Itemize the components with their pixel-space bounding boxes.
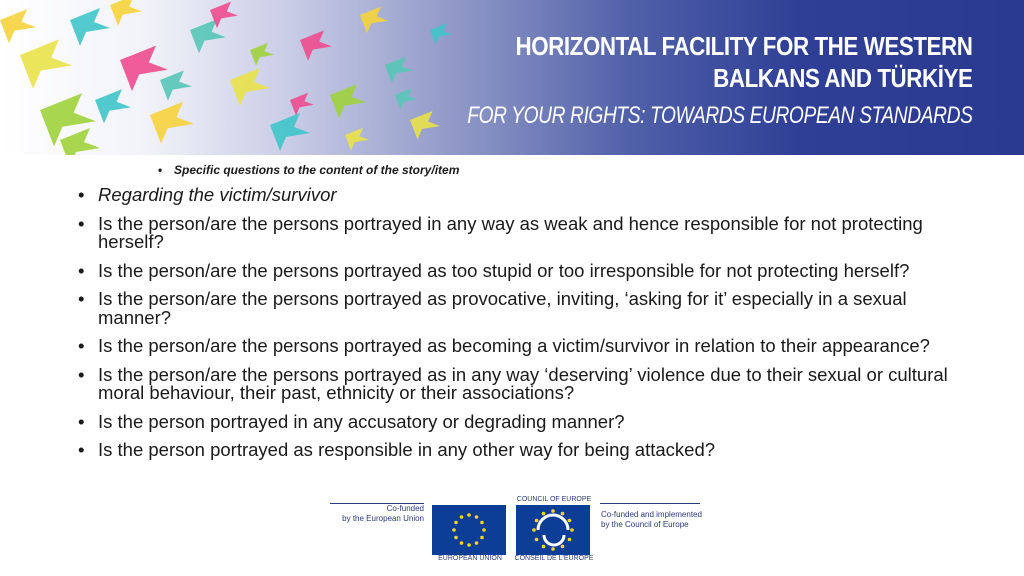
banner-title-line1: HORIZONTAL FACILITY FOR THE WESTERN (515, 31, 972, 61)
eu-cofunded-text (330, 504, 424, 524)
star-icon (561, 512, 565, 516)
star-icon (480, 536, 484, 540)
bird-icon (60, 128, 100, 155)
bird-icon (20, 39, 72, 88)
bird-icon (160, 70, 192, 100)
coe-cofunded-line2: by the Council of Europe (601, 520, 689, 529)
sub-heading-text: Specific questions to the content of the story/item (174, 163, 460, 177)
list-item-text: Regarding the victim/survivor (98, 184, 337, 205)
bullet-dot: • (78, 259, 85, 281)
bird-icon (120, 46, 168, 92)
bullet-dot: • (78, 410, 85, 432)
list-item-text: Is the person/are the persons portrayed in any way as weak and hence responsible for not protecting herself? (98, 212, 923, 252)
star-icon (561, 545, 565, 549)
sub-heading (158, 163, 459, 177)
bullet-dot: • (158, 163, 163, 177)
bird-icon (270, 113, 310, 151)
star-icon (551, 509, 555, 513)
star-icon (535, 538, 539, 542)
list-item (78, 290, 958, 327)
star-icon (551, 547, 555, 551)
bird-icon (150, 102, 194, 144)
banner-title-block (341, 30, 972, 134)
bird-icon (300, 30, 332, 60)
header-banner (0, 0, 1024, 155)
bullet-dot: • (78, 184, 85, 205)
list-item (78, 441, 958, 460)
star-icon (568, 538, 572, 542)
footer-logos (0, 496, 1024, 576)
list-item (78, 363, 958, 403)
star-icon (568, 519, 572, 523)
bullet-dot: • (78, 288, 85, 309)
bullet-dot: • (78, 363, 85, 385)
list-item-text: Is the person/are the persons portrayed as provocative, inviting, ‘asking for it’ especially in a sexual manner? (98, 288, 907, 328)
bird-icon (70, 8, 110, 46)
star-icon (570, 528, 574, 532)
star-icon (467, 513, 471, 517)
divider (600, 503, 700, 504)
coe-cofunded-text (601, 510, 721, 530)
list-item (78, 259, 958, 281)
star-icon (452, 528, 456, 532)
eu-cofunded-line2: by the European Union (342, 514, 424, 523)
star-icon (535, 519, 539, 523)
list-item (78, 410, 958, 432)
bird-icon (230, 68, 270, 106)
star-icon (454, 536, 458, 540)
star-icon (475, 515, 479, 519)
list-item-text: Is the person/are the persons portrayed as in any way ‘deserving’ violence due to their sexual or cultural moral behaviour, their past, ethnicity or their associations? (98, 363, 948, 403)
list-item (78, 186, 958, 205)
star-icon (475, 541, 479, 545)
bullet-dot: • (78, 212, 85, 234)
bullet-dot: • (78, 439, 85, 460)
bird-icon (0, 9, 36, 43)
bird-icon (250, 43, 274, 66)
eu-flag-icon (432, 505, 506, 555)
coe-top-label: COUNCIL OF EUROPE (516, 496, 592, 503)
star-icon (460, 541, 464, 545)
list-item (78, 337, 958, 356)
bird-icon (290, 93, 314, 116)
council-of-europe-logo-icon (516, 505, 590, 555)
coe-cofunded-line1: Co-funded and implemented (601, 510, 702, 519)
list-item-text: Is the person/are the persons portrayed as too stupid or too irresponsible for not protecting herself? (98, 259, 910, 281)
question-list (78, 186, 958, 470)
bird-icon (190, 19, 226, 53)
star-icon (482, 528, 486, 532)
star-icon (532, 528, 536, 532)
list-item-text: Is the person portrayed in any accusatory or degrading manner? (98, 410, 625, 432)
star-icon (542, 545, 546, 549)
list-item-text: Is the person portrayed as responsible in any other way for being attacked? (98, 439, 716, 460)
banner-title-line2: BALKANS AND TÜRKİYE (712, 63, 972, 93)
bullet-dot: • (78, 335, 85, 356)
eu-cofunded-line1: Co-funded (386, 504, 424, 513)
eu-label: EUROPEAN UNION (438, 555, 502, 562)
list-item (78, 212, 958, 252)
bird-icon (95, 89, 131, 123)
star-icon (480, 521, 484, 525)
star-icon (467, 543, 471, 547)
star-icon (460, 515, 464, 519)
bird-icon (110, 0, 142, 26)
coe-label: CONSEIL DE L'EUROPE (514, 555, 594, 562)
star-icon (542, 512, 546, 516)
banner-subtitle: FOR YOUR RIGHTS: TOWARDS EUROPEAN STANDARDS (466, 102, 972, 129)
star-icon (454, 521, 458, 525)
list-item-text: Is the person/are the persons portrayed as becoming a victim/survivor in relation to their appearance? (98, 335, 930, 356)
